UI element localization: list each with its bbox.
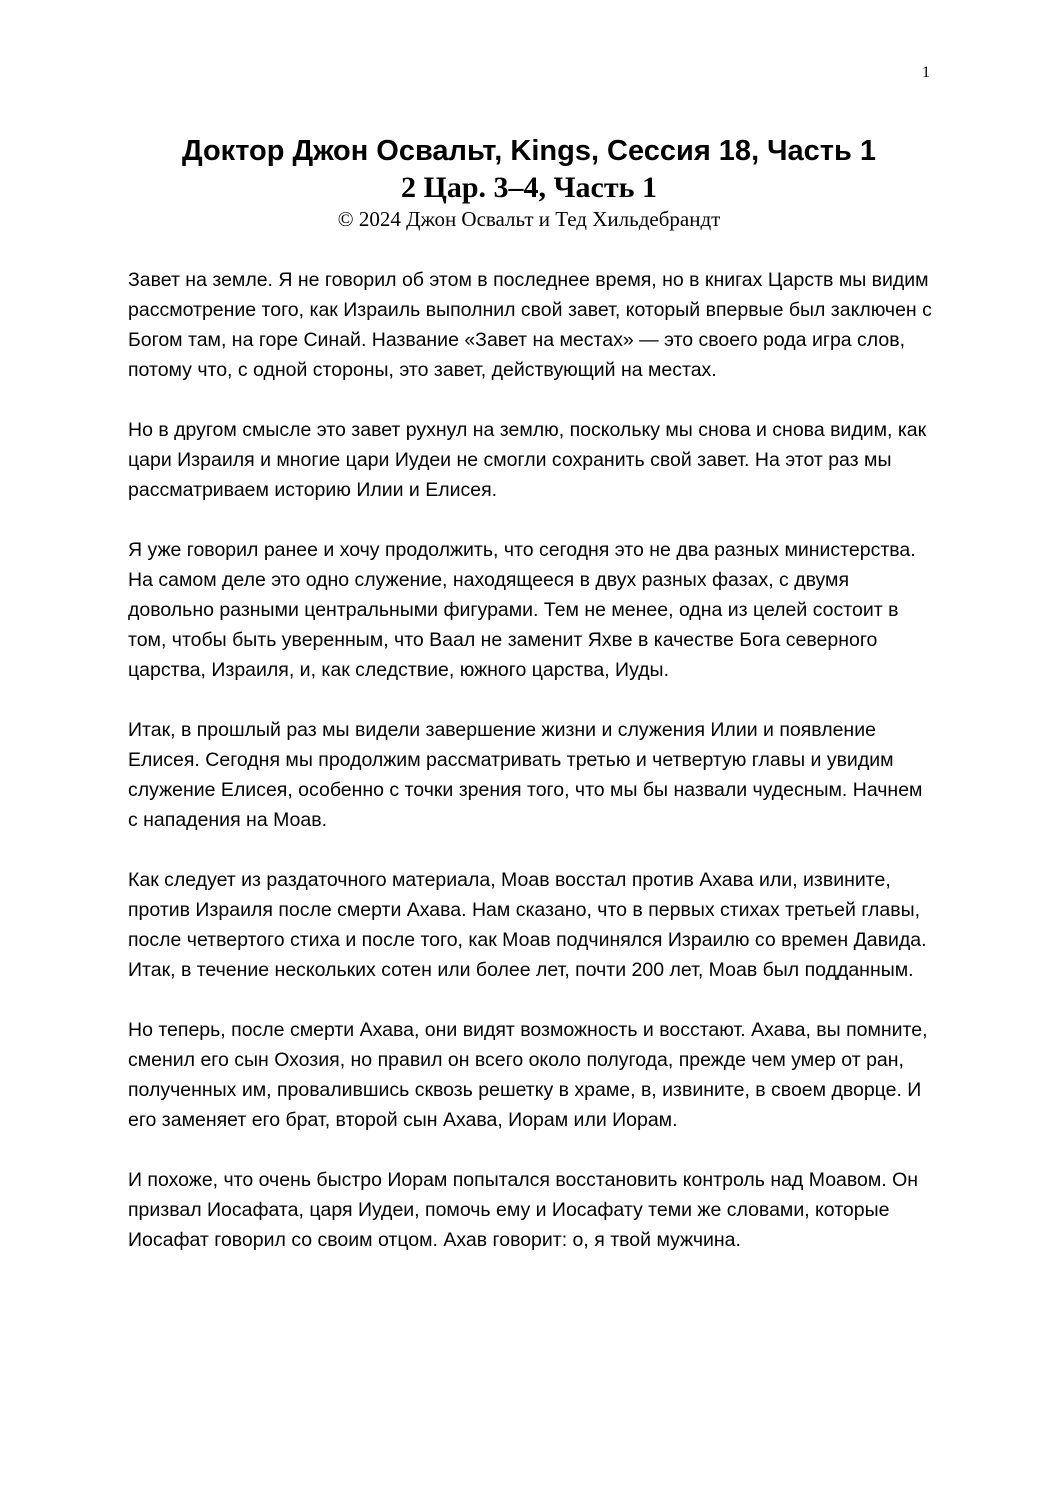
document-subtitle: 2 Цар. 3–4, Часть 1 (401, 171, 657, 204)
document-header (0, 132, 1058, 232)
copyright-line: © 2024 Джон Освальт и Тед Хильдебрандт (337, 207, 721, 231)
document-title: Доктор Джон Освальт, Kings, Сессия 18, Часть 1 (181, 135, 877, 167)
paragraph: Но теперь, после смерти Ахава, они видят возможность и восстают. Ахава, вы помните, сменил его сын Охозия, но правил он всего около полугода, прежде чем умер от ран, полученных им, провалившись сквозь решетку в храме, в, извините, в своем дворце. И его заменяет его брат, второй сын Ахава, Иорам или Иорам. (128, 1019, 928, 1131)
paragraph: Итак, в прошлый раз мы видели завершение жизни и служения Илии и появление Елисея. Сегодня мы продолжим рассматривать третью и четвертую главы и увидим служение Елисея, особенно с точки зрения того, что мы бы назвали чудесным. Начнем с нападения на Моав. (128, 719, 923, 831)
paragraph: Но в другом смысле это завет рухнул на землю, поскольку мы снова и снова видим, как цари Израиля и многие цари Иудеи не смогли сохранить свой завет. На этот раз мы рассматриваем историю Илии и Елисея. (128, 419, 927, 501)
paragraph: Как следует из раздаточного материала, Моав восстал против Ахава или, извините, против Израиля после смерти Ахава. Нам сказано, что в первых стихах третьей главы, после четвертого стиха и после того, как Моав подчинялся Израилю со времен Давида. Итак, в течение нескольких сотен или более лет, почти 200 лет, Моав был подданным. (128, 869, 927, 981)
paragraph: И похоже, что очень быстро Иорам попытался восстановить контроль над Моавом. Он призвал Иосафата, царя Иудеи, помочь ему и Иосафату теми же словами, которые Иосафат говорил со своим отцом. Ахав говорит: о, я твой мужчина. (128, 1169, 919, 1251)
paragraph: Завет на земле. Я не говорил об этом в последнее время, но в книгах Царств мы видим рассмотрение того, как Израиль выполнил свой завет, который впервые был заключен с Богом там, на горе Синай. Название «Завет на местах» — это своего рода игра слов, потому что, с одной стороны, это завет, действующий на местах. (128, 269, 932, 381)
paragraph: Я уже говорил ранее и хочу продолжить, что сегодня это не два разных министерства. На самом деле это одно служение, находящееся в двух разных фазах, с двумя довольно разными центральными фигурами. Тем не менее, одна из целей состоит в том, чтобы быть уверенным, что Ваал не заменит Яхве в качестве Бога северного царства, Израиля, и, как следствие, южного царства, Иуды. (128, 539, 916, 681)
page-number: 1 (922, 64, 930, 81)
document-body (128, 265, 936, 1285)
